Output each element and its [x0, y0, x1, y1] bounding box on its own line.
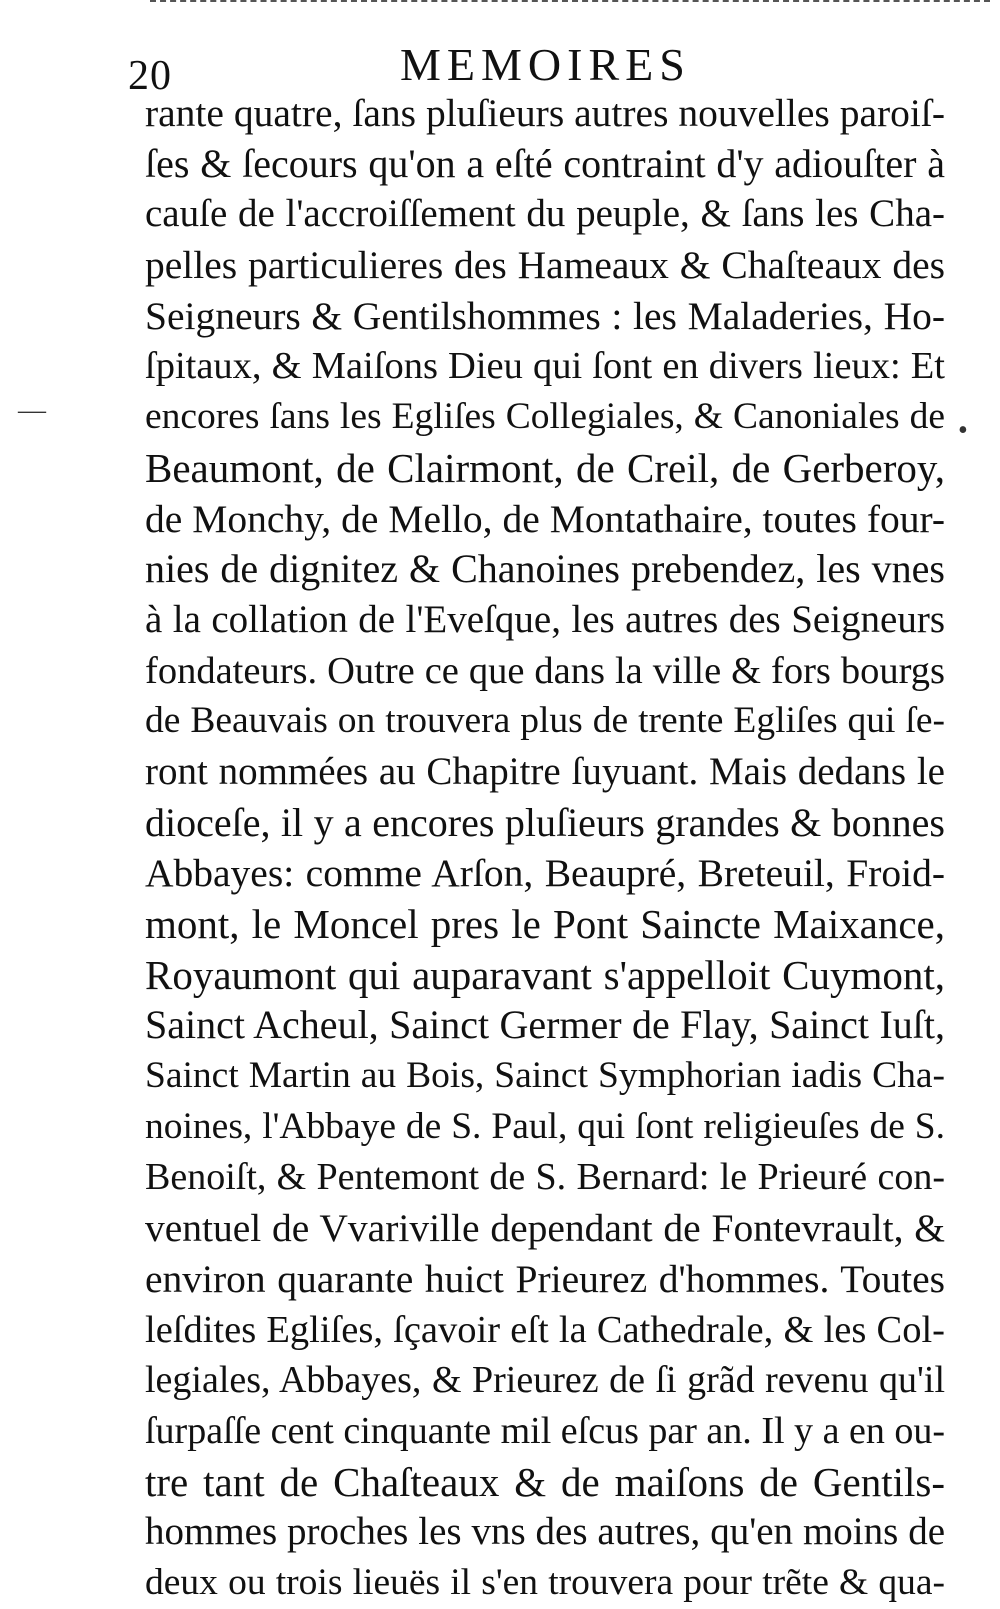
running-title: MEMOIRES [400, 39, 691, 90]
text-line: ſurpaſſe cent cinquante mil eſcus par an. Il y a en ou- [145, 1409, 945, 1452]
text-line: deux ou trois lieuës il s'en trouvera pour trẽte & qua- [145, 1561, 945, 1603]
text-line: ventuel de Vvariville dependant de Fontevrault, & [145, 1206, 945, 1251]
text-line: Sainct Martin au Bois, Sainct Symphorian iadis Cha- [145, 1055, 945, 1097]
text-line: rante quatre, ſans pluſieurs autres nouvelles paroiſ- [145, 91, 945, 135]
text-line: ſpitaux, & Maiſons Dieu qui ſont en divers lieux: Et [145, 345, 945, 388]
text-line: noines, l'Abbaye de S. Paul, qui ſont religieuſes de S. [145, 1105, 945, 1147]
text-line: environ quarante huict Prieurez d'hommes. Toutes [145, 1256, 945, 1301]
text-line: cauſe de l'accroiſſement du peuple, & ſans les Cha- [145, 192, 945, 236]
page-number: 20 [128, 53, 172, 99]
text-line: hommes proches les vns des autres, qu'en moins de [145, 1510, 945, 1554]
margin-dot-mark: • [958, 415, 968, 446]
text-line: Abbayes: comme Arſon, Beaupré, Breteuil, Froid- [145, 851, 945, 896]
text-line: Sainct Acheul, Sainct Germer de Flay, Sainct Iuſt, [145, 1002, 945, 1048]
text-line: nies de dignitez & Chanoines prebendez, les vnes [145, 546, 945, 592]
text-line: dioceſe, il y a encores pluſieurs grandes & bonnes [145, 799, 945, 845]
text-line: de Monchy, de Mello, de Montathaire, toutes four- [145, 496, 945, 541]
text-line: Benoiſt, & Pentemont de S. Bernard: le Prieuré con- [145, 1156, 945, 1199]
text-line: fondateurs. Outre ce que dans la ville & fors bourgs [145, 649, 945, 692]
text-line: tre tant de Chaſteaux & de maiſons de Gentils- [145, 1458, 945, 1505]
text-line: Royaumont qui auparavant s'appelloit Cuymont, [145, 951, 945, 998]
text-line: leſdites Egliſes, ſçavoir eſt la Cathedrale, & les Col- [145, 1308, 945, 1351]
text-line: encores ſans les Egliſes Collegiales, & Canoniales de [145, 396, 945, 438]
body-text [145, 88, 945, 1609]
margin-dash-mark: — [18, 395, 46, 426]
text-line: de Beauvais on trouvera plus de trente Egliſes qui ſe- [145, 700, 945, 742]
text-line: pelles particulieres des Hameaux & Chaſteaux des [145, 243, 945, 288]
text-line: ront nommées au Chapitre ſuyuant. Mais dedans le [145, 749, 945, 793]
top-edge-rule [150, 0, 990, 6]
text-line: Beaumont, de Clairmont, de Creil, de Gerberoy, [145, 444, 945, 491]
text-line: à la collation de l'Eveſque, les autres des Seigneurs [145, 597, 945, 641]
text-line: Seigneurs & Gentilshommes : les Maladeries, Ho- [145, 293, 945, 338]
text-line: mont, le Moncel pres le Pont Saincte Maixance, [145, 901, 945, 947]
text-line: legiales, Abbayes, & Prieurez de ſi grãd revenu qu'il [145, 1359, 945, 1402]
text-line: ſes & ſecours qu'on a eſté contraint d'y adiouſter à [145, 140, 945, 186]
